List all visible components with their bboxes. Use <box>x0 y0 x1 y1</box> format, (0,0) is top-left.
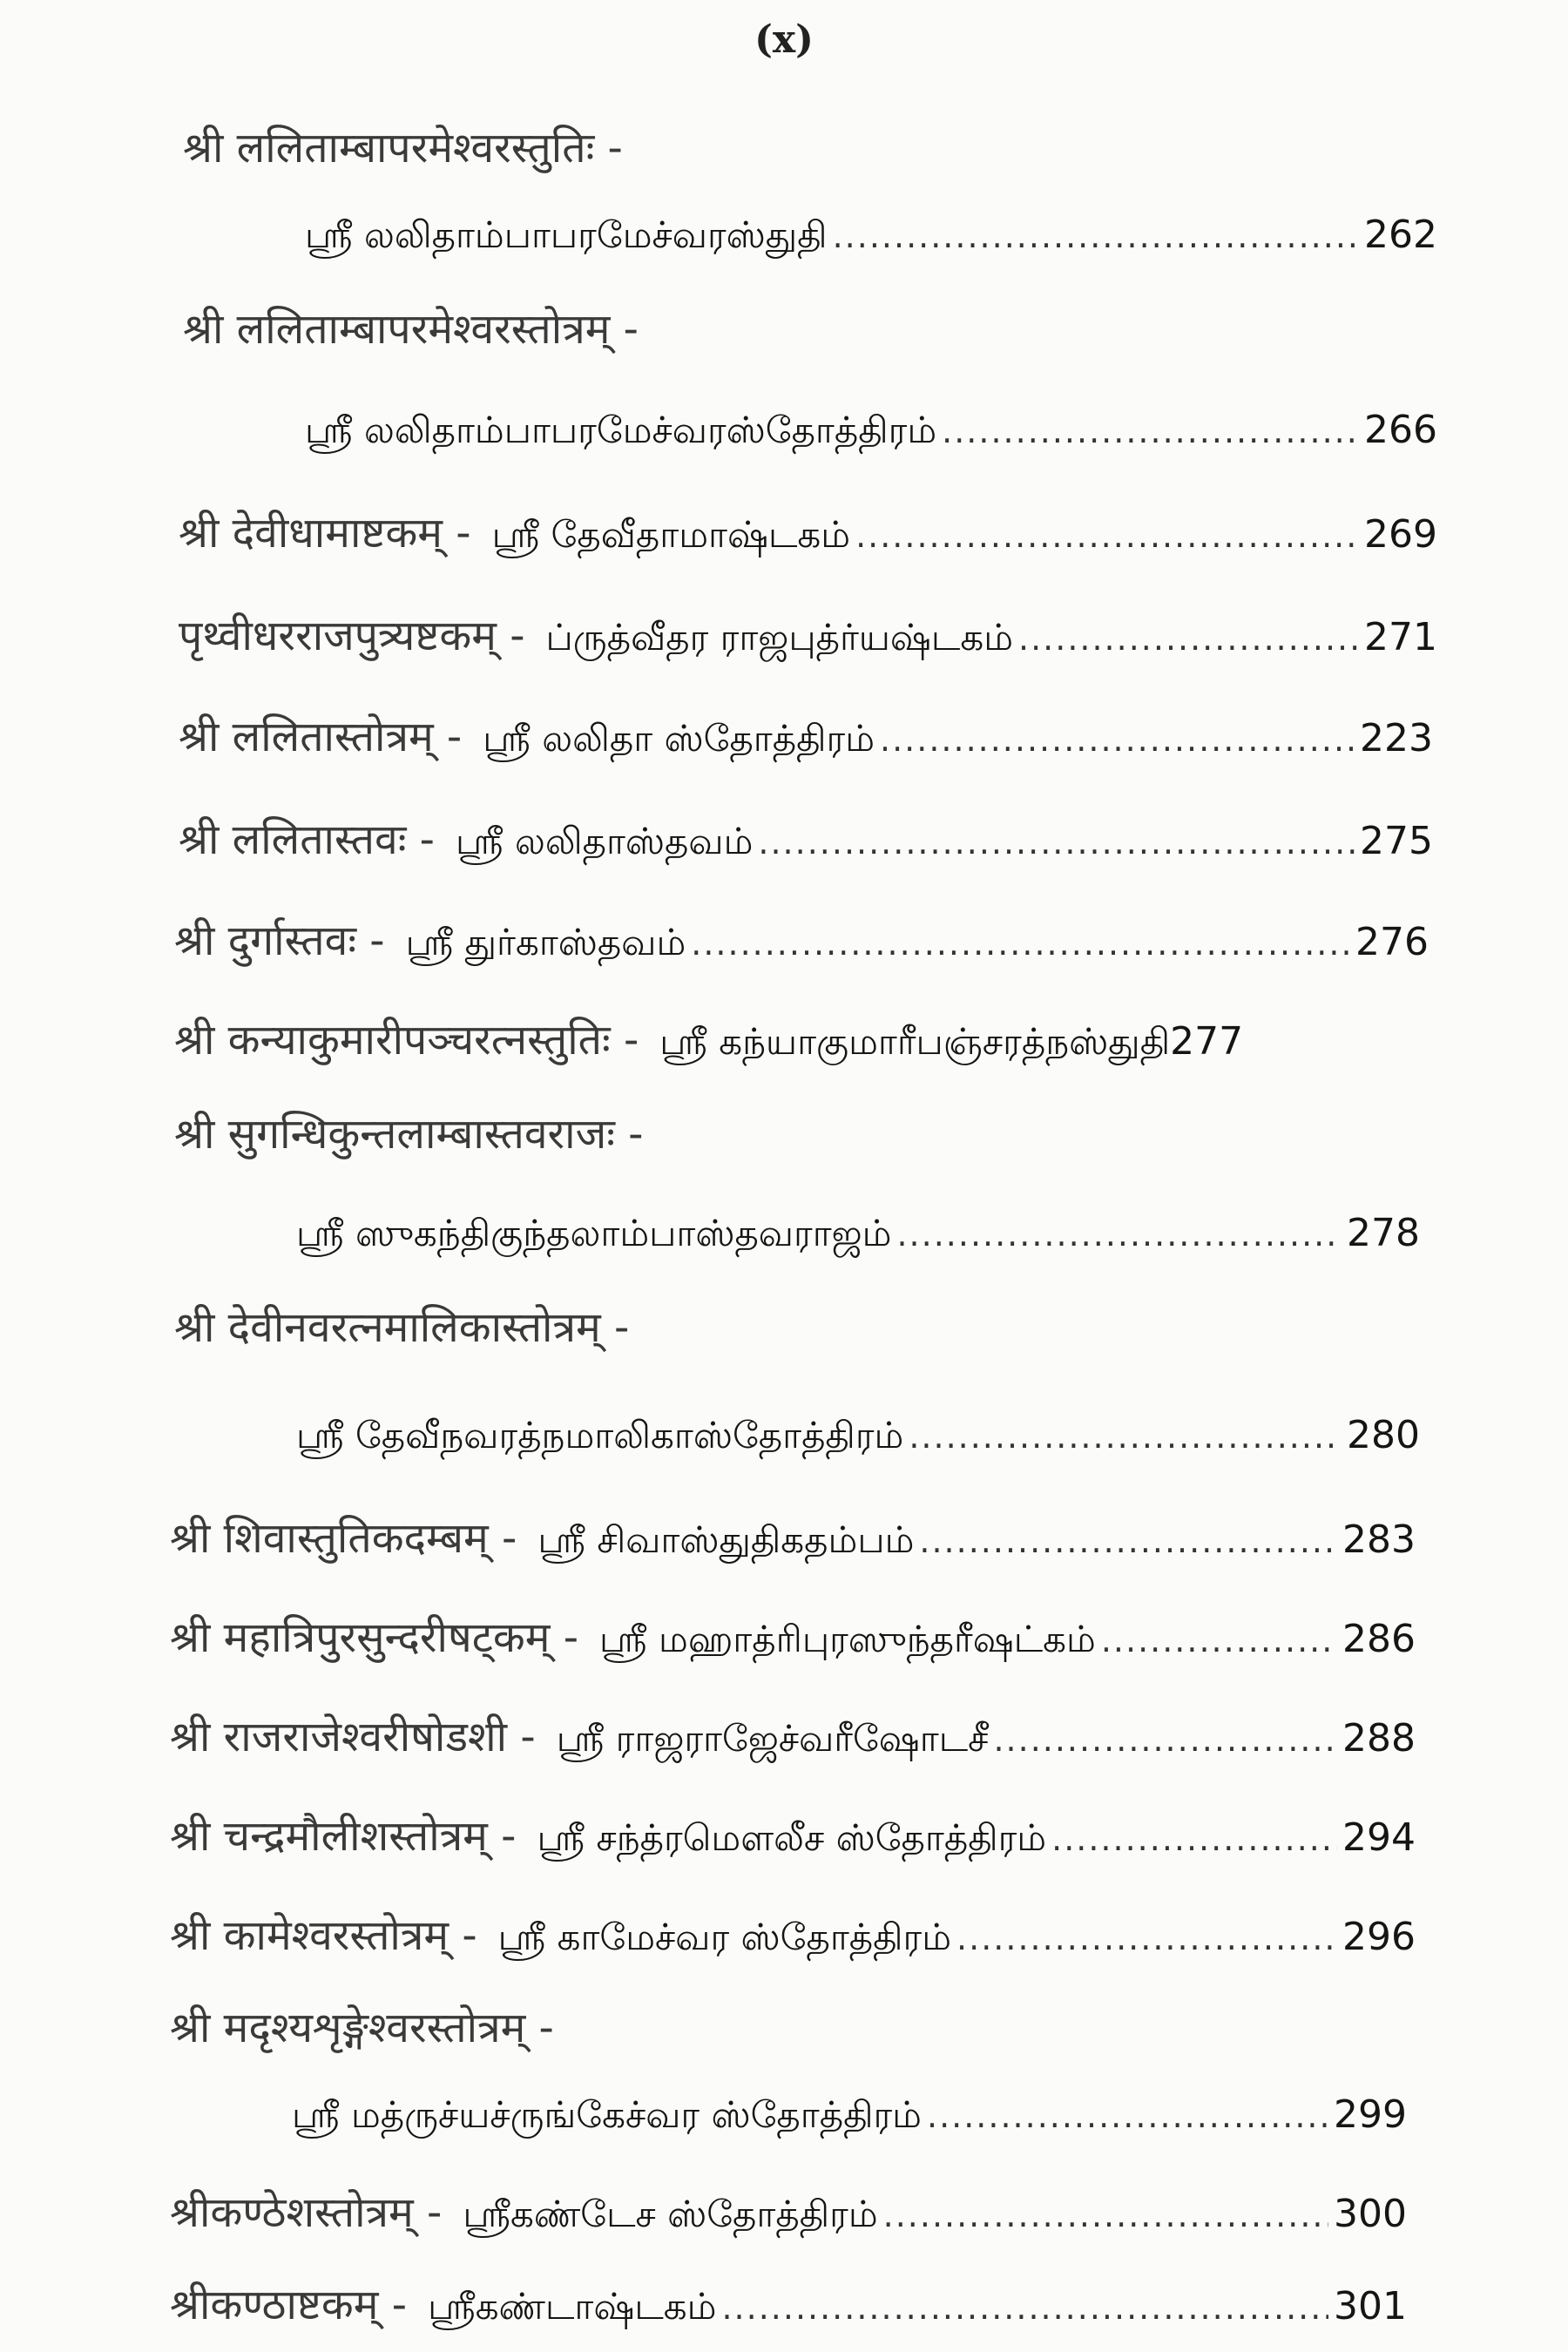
sanskrit-title: श्री दुर्गास्तवः - <box>174 916 385 965</box>
toc-entry-tamil-line[interactable] <box>292 2092 1407 2141</box>
toc-entry-sanskrit <box>174 1298 1429 1355</box>
toc-entry[interactable] <box>174 1010 1429 1068</box>
toc-entry[interactable] <box>170 2275 1407 2333</box>
dot-leader <box>883 2196 1328 2234</box>
toc-entry[interactable] <box>179 606 1437 664</box>
sanskrit-title: श्री देवीनवरत्नमालिकास्तोत्रम् - <box>174 1303 630 1352</box>
sanskrit-title: श्री ललितास्तवः - <box>179 815 435 864</box>
page-ref: 301 <box>1334 2284 1407 2328</box>
tamil-title: ஸ்ரீ லலிதா ஸ்தோத்திரம் <box>483 717 875 760</box>
tamil-title: ப்ருத்வீதர ராஜபுத்ர்யஷ்டகம் <box>545 616 1013 659</box>
sanskrit-title: श्रीकण्ठेशस्तोत्रम् - <box>170 2188 443 2237</box>
tamil-title: ஸ்ரீ மஹாத்ரிபுரஸுந்தரீஷட்கம் <box>599 1618 1096 1660</box>
dot-leader <box>1101 1621 1337 1659</box>
page-ref: 300 <box>1334 2192 1407 2236</box>
toc-entry[interactable] <box>174 911 1429 969</box>
page-ref: 299 <box>1334 2092 1407 2137</box>
page-ref: 296 <box>1342 1915 1416 1959</box>
sanskrit-title: श्री ललिताम्बापरमेश्वरस्तोत्रम् - <box>183 305 639 354</box>
tamil-title: ஸ்ரீகண்டாஷ்டகம் <box>428 2285 717 2328</box>
tamil-title: ஸ்ரீ சிவாஸ்துதிகதம்பம் <box>537 1518 915 1561</box>
sanskrit-title: श्री राजराजेश्वरीषोडशी - <box>170 1713 536 1761</box>
toc-entry-tamil-line[interactable] <box>305 408 1437 456</box>
tamil-title: ஸ்ரீ துர்காஸ்தவம் <box>405 921 686 963</box>
page-ref: 286 <box>1342 1617 1416 1661</box>
sanskrit-title: श्री सुगन्धिकुन्तलाम्बास्तवराजः - <box>174 1110 644 1159</box>
tamil-title: ஸ்ரீகண்டேச ஸ்தோத்திரம் <box>463 2193 878 2235</box>
dot-leader <box>721 2288 1328 2327</box>
toc-entry[interactable] <box>170 1707 1416 1765</box>
tamil-title: ஸ்ரீ சந்த்ரமௌலீச ஸ்தோத்திரம் <box>537 1816 1047 1859</box>
sanskrit-title: श्री ललिताम्बापरमेश्वरस्तुतिः - <box>183 124 623 172</box>
dot-leader <box>927 2097 1328 2135</box>
page-ref: 280 <box>1347 1413 1420 1457</box>
toc-entry[interactable] <box>179 707 1433 765</box>
dot-leader <box>691 924 1350 963</box>
tamil-title: ஸ்ரீ காமேச்வர ஸ்தோத்திரம் <box>497 1916 952 1958</box>
page-ref: 288 <box>1342 1716 1416 1761</box>
tamil-title: ஸ்ரீ மத்ருச்யச்ருங்கேச்வர ஸ்தோத்திரம் <box>292 2093 922 2136</box>
sanskrit-title: श्री चन्द्रमौलीशस्तोत्रम् - <box>170 1812 517 1861</box>
sanskrit-title: श्रीकण्ठाष्टकम् - <box>170 2281 408 2329</box>
tamil-title: ஸ்ரீ தேவீதாமாஷ்டகம் <box>491 513 851 556</box>
page-ref: 223 <box>1360 716 1433 760</box>
dot-leader <box>942 412 1359 450</box>
tamil-title: ஸ்ரீ லலிதாம்பாபரமேச்வரஸ்துதி <box>305 213 828 256</box>
tamil-title: ஸ்ரீ லலிதாம்பாபரமேச்வரஸ்தோத்திரம் <box>305 409 937 451</box>
sanskrit-title: श्री ललितास्तोत्रम् - <box>179 713 463 761</box>
dot-leader <box>896 1215 1342 1254</box>
page-ref: 283 <box>1342 1517 1416 1562</box>
toc-entry-sanskrit <box>183 300 1437 356</box>
page-ref: 276 <box>1355 920 1429 964</box>
page-ref: 266 <box>1364 408 1437 452</box>
sanskrit-title: श्री मदृश्यशृङ्गेश्वरस्तोत्रम् - <box>170 2004 554 2052</box>
page-ref: 262 <box>1364 213 1437 257</box>
tamil-title: ஸ்ரீ தேவீநவரத்நமாலிகாஸ்தோத்திரம் <box>296 1414 904 1456</box>
dot-leader <box>956 1919 1337 1957</box>
toc-entry-sanskrit <box>170 1998 1416 2055</box>
toc-entry[interactable] <box>179 504 1437 561</box>
toc-entry[interactable] <box>179 810 1433 868</box>
sanskrit-title: श्री कामेश्वरस्तोत्रम् - <box>170 1911 477 1960</box>
sanskrit-title: श्री कन्याकुमारीपञ्चरत्नस्तुतिः - <box>174 1016 639 1064</box>
page-ref: 294 <box>1342 1815 1416 1860</box>
dot-leader <box>993 1720 1337 1759</box>
dot-leader <box>1018 619 1359 658</box>
toc-entry-tamil-line[interactable] <box>305 213 1437 261</box>
toc-entry[interactable] <box>170 2183 1407 2240</box>
dot-leader <box>880 720 1355 759</box>
page-ref: 269 <box>1364 512 1437 557</box>
toc-entry[interactable] <box>170 1807 1416 1864</box>
sanskrit-title: पृथ्वीधरराजपुत्र्यष्टकम् - <box>179 612 525 660</box>
tamil-title: ஸ்ரீ கந்யாகுமாரீபஞ்சரத்நஸ்துதி <box>659 1020 1171 1063</box>
toc-entry[interactable] <box>170 1509 1416 1566</box>
tamil-title: ஸ்ரீ ஸுகந்திகுந்தலாம்பாஸ்தவராஜம் <box>296 1212 892 1254</box>
toc-entry-tamil-line[interactable] <box>296 1413 1420 1462</box>
page-ref: 277 <box>1170 1019 1244 1064</box>
toc-entry[interactable] <box>170 1608 1416 1666</box>
sanskrit-title: श्री शिवास्तुतिकदम्बम् - <box>170 1514 517 1563</box>
tamil-title: ஸ்ரீ லலிதாஸ்தவம் <box>455 820 754 862</box>
dot-leader <box>1051 1820 1337 1858</box>
page-number: (x) <box>754 17 814 62</box>
page-ref: 278 <box>1347 1211 1420 1255</box>
toc-entry-sanskrit <box>183 118 1437 175</box>
page-ref: 275 <box>1360 819 1433 863</box>
page-ref: 271 <box>1364 615 1437 659</box>
dot-leader <box>855 517 1359 555</box>
sanskrit-title: श्री देवीधामाष्टकम् - <box>179 509 471 558</box>
dot-leader <box>833 217 1359 255</box>
dot-leader <box>909 1417 1342 1456</box>
dot-leader <box>919 1522 1337 1560</box>
tamil-title: ஸ்ரீ ராஜராஜேச்வரீஷோடசீ <box>556 1717 989 1760</box>
sanskrit-title: श्री महात्रिपुरसुन्दरीषट्कम् - <box>170 1613 579 1662</box>
toc-entry-sanskrit <box>174 1105 1429 1161</box>
dot-leader <box>758 823 1355 862</box>
toc-entry-tamil-line[interactable] <box>296 1211 1420 1260</box>
toc-entry[interactable] <box>170 1906 1416 1963</box>
